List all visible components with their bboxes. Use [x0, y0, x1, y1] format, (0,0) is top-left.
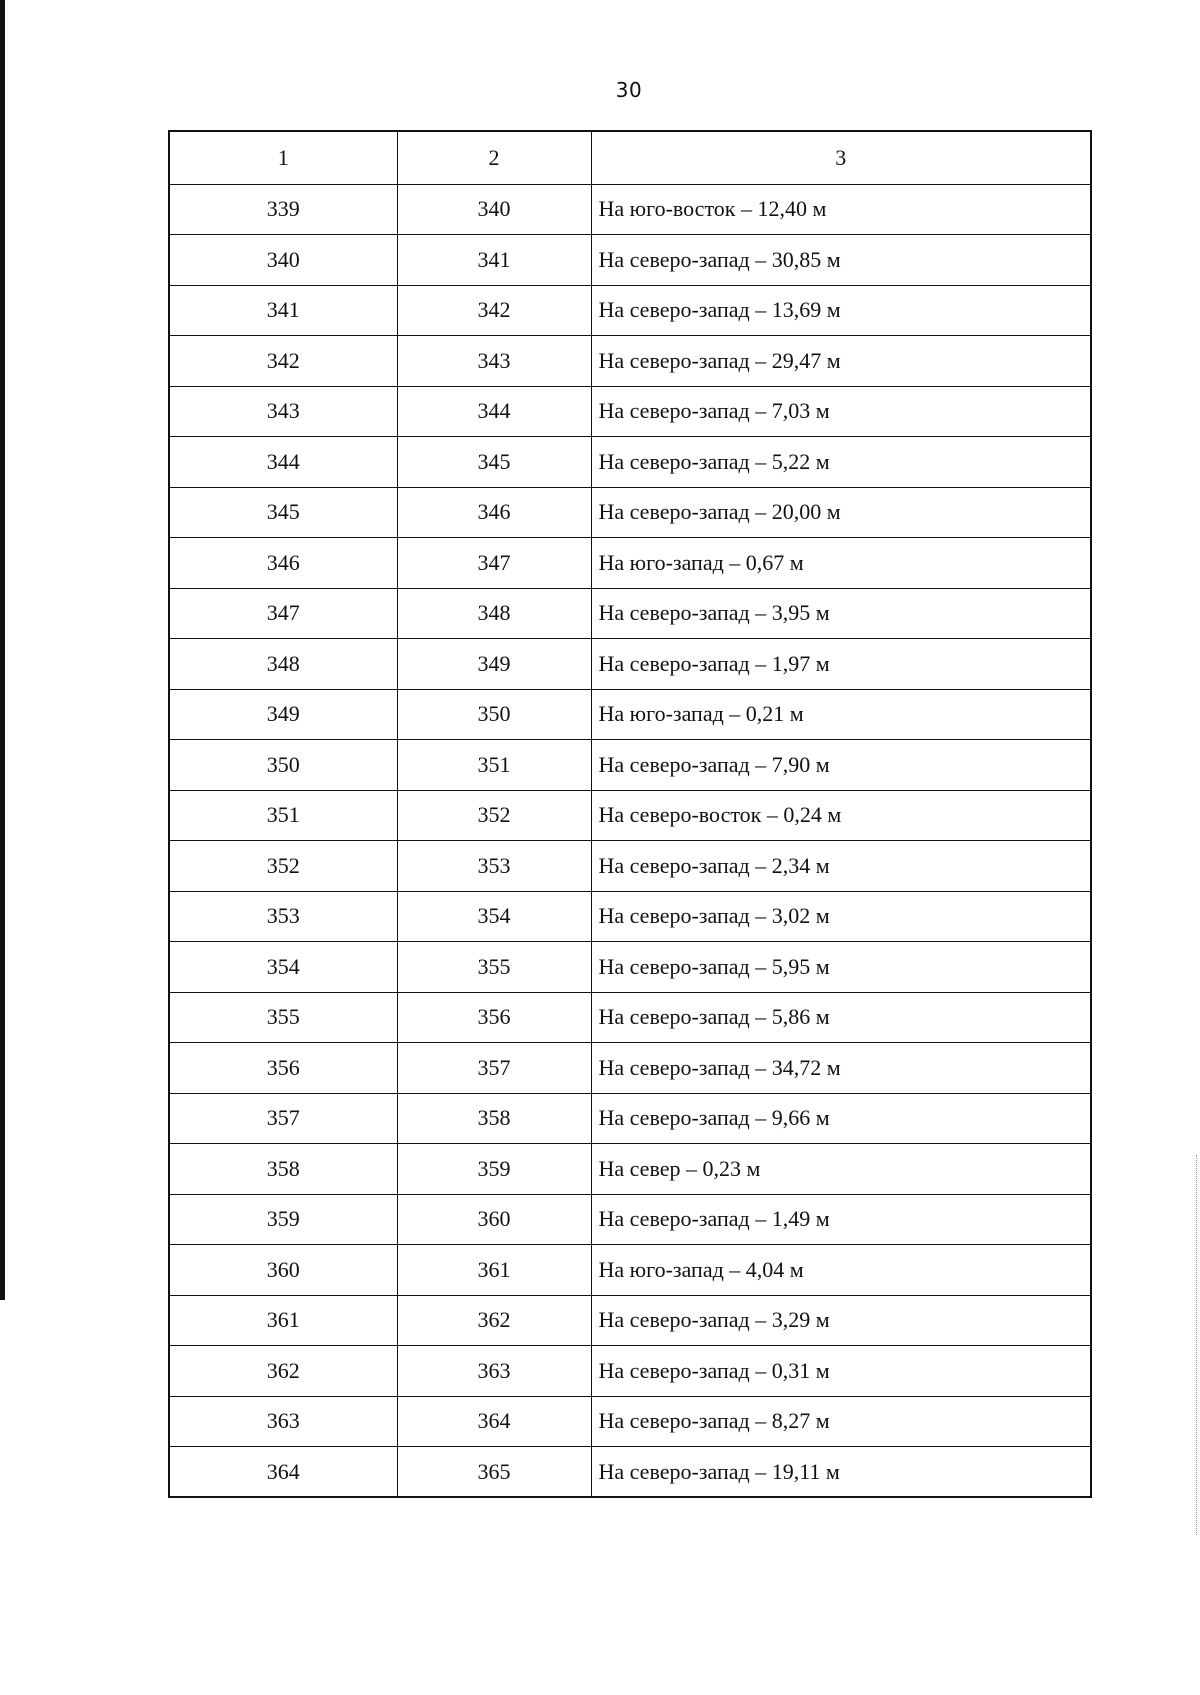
point-from-cell: 354: [169, 942, 397, 993]
direction-distance-cell: На северо-запад – 3,95 м: [591, 588, 1091, 639]
direction-distance-cell: На северо-запад – 5,86 м: [591, 992, 1091, 1043]
point-from-cell: 344: [169, 437, 397, 488]
point-from-cell: 347: [169, 588, 397, 639]
table-row: [169, 1144, 1091, 1195]
point-to-cell: 365: [397, 1447, 591, 1498]
point-from-cell: 357: [169, 1093, 397, 1144]
point-to-cell: 359: [397, 1144, 591, 1195]
direction-distance-cell: На северо-запад – 29,47 м: [591, 336, 1091, 387]
point-to-cell: 364: [397, 1396, 591, 1447]
direction-distance-cell: На северо-запад – 1,97 м: [591, 639, 1091, 690]
page-number: 30: [615, 78, 643, 102]
point-from-cell: 343: [169, 386, 397, 437]
point-from-cell: 364: [169, 1447, 397, 1498]
table-row: [169, 841, 1091, 892]
table-row: [169, 538, 1091, 589]
table-row: [169, 891, 1091, 942]
column-header-from: 1: [169, 131, 397, 184]
point-to-cell: 361: [397, 1245, 591, 1296]
point-to-cell: 343: [397, 336, 591, 387]
table-row: [169, 184, 1091, 235]
direction-distance-cell: На северо-восток – 0,24 м: [591, 790, 1091, 841]
direction-distance-cell: На северо-запад – 3,29 м: [591, 1295, 1091, 1346]
direction-distance-cell: На северо-запад – 8,27 м: [591, 1396, 1091, 1447]
scan-right-artifact: [1196, 1155, 1198, 1535]
direction-distance-cell: На северо-запад – 20,00 м: [591, 487, 1091, 538]
point-from-cell: 351: [169, 790, 397, 841]
point-to-cell: 340: [397, 184, 591, 235]
direction-distance-cell: На юго-запад – 0,21 м: [591, 689, 1091, 740]
direction-distance-cell: На северо-запад – 3,02 м: [591, 891, 1091, 942]
point-from-cell: 353: [169, 891, 397, 942]
point-to-cell: 360: [397, 1194, 591, 1245]
direction-distance-cell: На северо-запад – 5,95 м: [591, 942, 1091, 993]
table-row: [169, 1346, 1091, 1397]
point-from-cell: 355: [169, 992, 397, 1043]
direction-distance-cell: На северо-запад – 9,66 м: [591, 1093, 1091, 1144]
direction-distance-cell: На северо-запад – 5,22 м: [591, 437, 1091, 488]
point-from-cell: 358: [169, 1144, 397, 1195]
direction-distance-cell: На северо-запад – 7,90 м: [591, 740, 1091, 791]
table-row: [169, 336, 1091, 387]
table-row: [169, 437, 1091, 488]
point-to-cell: 350: [397, 689, 591, 740]
point-to-cell: 344: [397, 386, 591, 437]
point-to-cell: 355: [397, 942, 591, 993]
table-row: [169, 1447, 1091, 1498]
direction-distance-cell: На северо-запад – 1,49 м: [591, 1194, 1091, 1245]
point-from-cell: 340: [169, 235, 397, 286]
point-from-cell: 345: [169, 487, 397, 538]
point-from-cell: 349: [169, 689, 397, 740]
direction-distance-cell: На север – 0,23 м: [591, 1144, 1091, 1195]
point-to-cell: 349: [397, 639, 591, 690]
direction-distance-cell: На северо-запад – 7,03 м: [591, 386, 1091, 437]
point-to-cell: 363: [397, 1346, 591, 1397]
point-to-cell: 342: [397, 285, 591, 336]
point-to-cell: 347: [397, 538, 591, 589]
point-from-cell: 361: [169, 1295, 397, 1346]
point-from-cell: 339: [169, 184, 397, 235]
point-from-cell: 348: [169, 639, 397, 690]
point-from-cell: 359: [169, 1194, 397, 1245]
table-row: [169, 386, 1091, 437]
direction-distance-cell: На северо-запад – 13,69 м: [591, 285, 1091, 336]
point-to-cell: 346: [397, 487, 591, 538]
boundary-table: [168, 130, 1092, 1498]
table-row: [169, 942, 1091, 993]
table-row: [169, 285, 1091, 336]
table-row: [169, 1043, 1091, 1094]
table-row: [169, 790, 1091, 841]
table-row: [169, 1396, 1091, 1447]
point-from-cell: 352: [169, 841, 397, 892]
direction-distance-cell: На северо-запад – 30,85 м: [591, 235, 1091, 286]
table-row: [169, 689, 1091, 740]
point-to-cell: 351: [397, 740, 591, 791]
point-from-cell: 346: [169, 538, 397, 589]
table-row: [169, 588, 1091, 639]
table-row: [169, 235, 1091, 286]
table-row: [169, 1245, 1091, 1296]
direction-distance-cell: На юго-запад – 0,67 м: [591, 538, 1091, 589]
point-to-cell: 357: [397, 1043, 591, 1094]
direction-distance-cell: На северо-запад – 19,11 м: [591, 1447, 1091, 1498]
point-to-cell: 341: [397, 235, 591, 286]
table-row: [169, 992, 1091, 1043]
direction-distance-cell: На северо-запад – 2,34 м: [591, 841, 1091, 892]
point-from-cell: 356: [169, 1043, 397, 1094]
table-row: [169, 639, 1091, 690]
point-to-cell: 356: [397, 992, 591, 1043]
table-body: [169, 184, 1091, 1497]
point-to-cell: 354: [397, 891, 591, 942]
point-from-cell: 363: [169, 1396, 397, 1447]
point-from-cell: 362: [169, 1346, 397, 1397]
point-to-cell: 362: [397, 1295, 591, 1346]
table-row: [169, 487, 1091, 538]
point-from-cell: 350: [169, 740, 397, 791]
point-to-cell: 348: [397, 588, 591, 639]
point-to-cell: 353: [397, 841, 591, 892]
column-header-description: 3: [591, 131, 1091, 184]
table-header-row: [169, 131, 1091, 184]
scan-left-edge: [0, 0, 5, 1300]
point-to-cell: 345: [397, 437, 591, 488]
table-row: [169, 1093, 1091, 1144]
point-from-cell: 341: [169, 285, 397, 336]
direction-distance-cell: На юго-восток – 12,40 м: [591, 184, 1091, 235]
table-row: [169, 1194, 1091, 1245]
direction-distance-cell: На северо-запад – 34,72 м: [591, 1043, 1091, 1094]
point-from-cell: 360: [169, 1245, 397, 1296]
column-header-to: 2: [397, 131, 591, 184]
table-row: [169, 740, 1091, 791]
point-to-cell: 358: [397, 1093, 591, 1144]
direction-distance-cell: На северо-запад – 0,31 м: [591, 1346, 1091, 1397]
table-row: [169, 1295, 1091, 1346]
direction-distance-cell: На юго-запад – 4,04 м: [591, 1245, 1091, 1296]
point-from-cell: 342: [169, 336, 397, 387]
point-to-cell: 352: [397, 790, 591, 841]
